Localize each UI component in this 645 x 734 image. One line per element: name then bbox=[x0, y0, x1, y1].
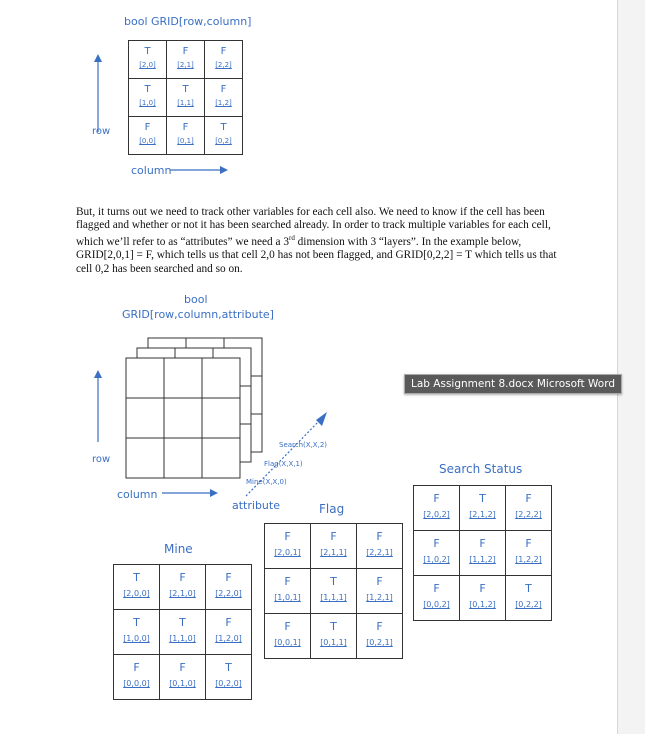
cell-coordinate: [1,2,2] bbox=[515, 555, 542, 564]
cell-coordinate: [0,0,0] bbox=[123, 679, 150, 688]
cell-value: F bbox=[284, 575, 291, 588]
cell-coordinate: [2,2,1] bbox=[366, 548, 393, 557]
cell-value: F bbox=[479, 582, 486, 595]
grid-cell bbox=[114, 610, 160, 655]
grid3d-attribute-label: attribute bbox=[232, 499, 280, 512]
grid-cell bbox=[206, 565, 252, 610]
grid-cell bbox=[357, 614, 403, 659]
cell-coordinate: [2,2,0] bbox=[215, 589, 242, 598]
cell-value: T bbox=[479, 492, 486, 505]
cell-coordinate: [2,2] bbox=[215, 61, 232, 69]
cell-value: F bbox=[133, 661, 140, 674]
cell-value: F bbox=[225, 571, 232, 584]
cell-value: T bbox=[220, 122, 227, 133]
cell-value: F bbox=[433, 492, 440, 505]
grid3d-title-signature: GRID[row,column,attribute] bbox=[122, 308, 274, 321]
top-column-label: column bbox=[131, 164, 172, 177]
cell-coordinate: [0,2,2] bbox=[515, 600, 542, 609]
grid-row bbox=[265, 524, 403, 569]
grid-cell bbox=[114, 655, 160, 700]
grid-cell bbox=[506, 486, 552, 531]
cell-coordinate: [2,1,2] bbox=[469, 510, 496, 519]
cell-coordinate: [1,0,2] bbox=[423, 555, 450, 564]
cell-coordinate: [2,0,2] bbox=[423, 510, 450, 519]
cell-value: T bbox=[144, 46, 151, 57]
grid-row bbox=[265, 569, 403, 614]
grid-cell bbox=[414, 486, 460, 531]
cell-coordinate: [0,1,2] bbox=[469, 600, 496, 609]
grid-cell bbox=[506, 576, 552, 621]
grid-cell bbox=[265, 569, 311, 614]
cell-value: F bbox=[220, 84, 227, 95]
cell-value: T bbox=[179, 616, 186, 629]
grid-row bbox=[265, 614, 403, 659]
grid-cell bbox=[357, 524, 403, 569]
cell-coordinate: [2,0,1] bbox=[274, 548, 301, 557]
cell-value: T bbox=[330, 620, 337, 633]
cell-value: F bbox=[376, 575, 383, 588]
search-status-table bbox=[413, 485, 552, 621]
cell-coordinate: [0,0,2] bbox=[423, 600, 450, 609]
cell-value: T bbox=[182, 84, 189, 95]
cell-coordinate: [1,1,1] bbox=[320, 593, 347, 602]
grid3d-column-label: column bbox=[117, 488, 158, 501]
grid-cell bbox=[206, 655, 252, 700]
grid-cell bbox=[114, 565, 160, 610]
cell-value: F bbox=[479, 537, 486, 550]
grid-cell bbox=[460, 531, 506, 576]
cell-value: F bbox=[225, 616, 232, 629]
grid-row bbox=[414, 486, 552, 531]
cell-coordinate: [2,1,1] bbox=[320, 548, 347, 557]
top-grid-title: bool GRID[row,column] bbox=[124, 15, 252, 28]
cell-coordinate: [0,1] bbox=[177, 137, 194, 145]
grid-cell bbox=[506, 531, 552, 576]
cell-coordinate: [1,2,0] bbox=[215, 634, 242, 643]
grid-cell bbox=[460, 486, 506, 531]
grid-cell bbox=[160, 610, 206, 655]
cell-coordinate: [1,2,1] bbox=[366, 593, 393, 602]
cell-coordinate: [1,1,0] bbox=[169, 634, 196, 643]
cell-coordinate: [0,2,0] bbox=[215, 679, 242, 688]
cell-value: T bbox=[144, 84, 151, 95]
grid-row bbox=[414, 531, 552, 576]
mine-table bbox=[113, 564, 252, 700]
grid-cell bbox=[357, 569, 403, 614]
mine-layer-label: Mine(X,X,0) bbox=[246, 478, 287, 486]
grid-cell bbox=[311, 614, 357, 659]
cell-coordinate: [0,2] bbox=[215, 137, 232, 145]
cell-value: F bbox=[284, 620, 291, 633]
grid-cell bbox=[460, 576, 506, 621]
cell-value: F bbox=[330, 530, 337, 543]
flag-title: Flag bbox=[319, 502, 345, 516]
cell-coordinate: [0,0,1] bbox=[274, 638, 301, 647]
grid3d-row-label: row bbox=[92, 454, 111, 465]
grid-row bbox=[114, 655, 252, 700]
mine-title: Mine bbox=[164, 542, 193, 556]
grid-row bbox=[114, 610, 252, 655]
cell-coordinate: [2,0,0] bbox=[123, 589, 150, 598]
cell-value: F bbox=[433, 582, 440, 595]
search-layer-label: Search(X,X,2) bbox=[279, 441, 328, 449]
cell-value: F bbox=[376, 620, 383, 633]
grid-cell bbox=[206, 610, 252, 655]
cell-value: F bbox=[220, 46, 227, 57]
cell-value: T bbox=[330, 575, 337, 588]
grid-cell bbox=[311, 569, 357, 614]
grid-cell bbox=[311, 524, 357, 569]
window-tooltip: Lab Assignment 8.docx Microsoft Word bbox=[404, 374, 622, 394]
cell-value: F bbox=[182, 46, 189, 57]
grid-cell bbox=[265, 614, 311, 659]
cell-value: T bbox=[133, 616, 140, 629]
cell-value: T bbox=[133, 571, 140, 584]
cell-value: F bbox=[376, 530, 383, 543]
grid-cell bbox=[414, 576, 460, 621]
cell-coordinate: [0,0] bbox=[139, 137, 156, 145]
cell-value: T bbox=[525, 582, 532, 595]
cell-coordinate: [1,0,1] bbox=[274, 593, 301, 602]
cell-coordinate: [2,1,0] bbox=[169, 589, 196, 598]
cell-value: F bbox=[179, 661, 186, 674]
cell-coordinate: [0,1,1] bbox=[320, 638, 347, 647]
grid-cell bbox=[265, 524, 311, 569]
grid3d-title-type: bool bbox=[184, 293, 208, 306]
cell-coordinate: [2,0] bbox=[139, 61, 156, 69]
cell-coordinate: [2,2,2] bbox=[515, 510, 542, 519]
cell-value: F bbox=[525, 492, 532, 505]
search-status-title: Search Status bbox=[439, 462, 523, 476]
cell-coordinate: [1,0,0] bbox=[123, 634, 150, 643]
cell-coordinate: [1,0] bbox=[139, 99, 156, 107]
cell-value: F bbox=[525, 537, 532, 550]
grid-row bbox=[414, 576, 552, 621]
cell-value: F bbox=[144, 122, 151, 133]
grid-row bbox=[114, 565, 252, 610]
cell-value: F bbox=[284, 530, 291, 543]
cell-value: T bbox=[225, 661, 232, 674]
cell-coordinate: [2,1] bbox=[177, 61, 194, 69]
cell-coordinate: [0,2,1] bbox=[366, 638, 393, 647]
flag-layer-label: Flag(X,X,1) bbox=[264, 460, 303, 468]
cell-coordinate: [1,1] bbox=[177, 99, 194, 107]
cell-coordinate: [0,1,0] bbox=[169, 679, 196, 688]
body-paragraph: But, it turns out we need to track other variables for each cell also. We need to know if the cell has been flagged and whether or not it has been searched already. In order to track multiple variables for each cell, which we’ll refer to as “attributes” we need a 3rd dimension with 3 “layers”. In the example below, GRID[2,0,1] = F, which tells us that cell 2,0 has not been flagged, and GRID[0,2,2] = T which tells us that cell 0,2 has been searched and so on. bbox=[76, 206, 557, 275]
cell-coordinate: [1,2] bbox=[215, 99, 232, 107]
grid-cell bbox=[160, 655, 206, 700]
flag-table bbox=[264, 523, 403, 659]
cell-value: F bbox=[182, 122, 189, 133]
grid-cell bbox=[160, 565, 206, 610]
grid-cell bbox=[414, 531, 460, 576]
cell-value: F bbox=[433, 537, 440, 550]
top-row-label: row bbox=[92, 126, 111, 137]
cell-value: F bbox=[179, 571, 186, 584]
cell-coordinate: [1,1,2] bbox=[469, 555, 496, 564]
